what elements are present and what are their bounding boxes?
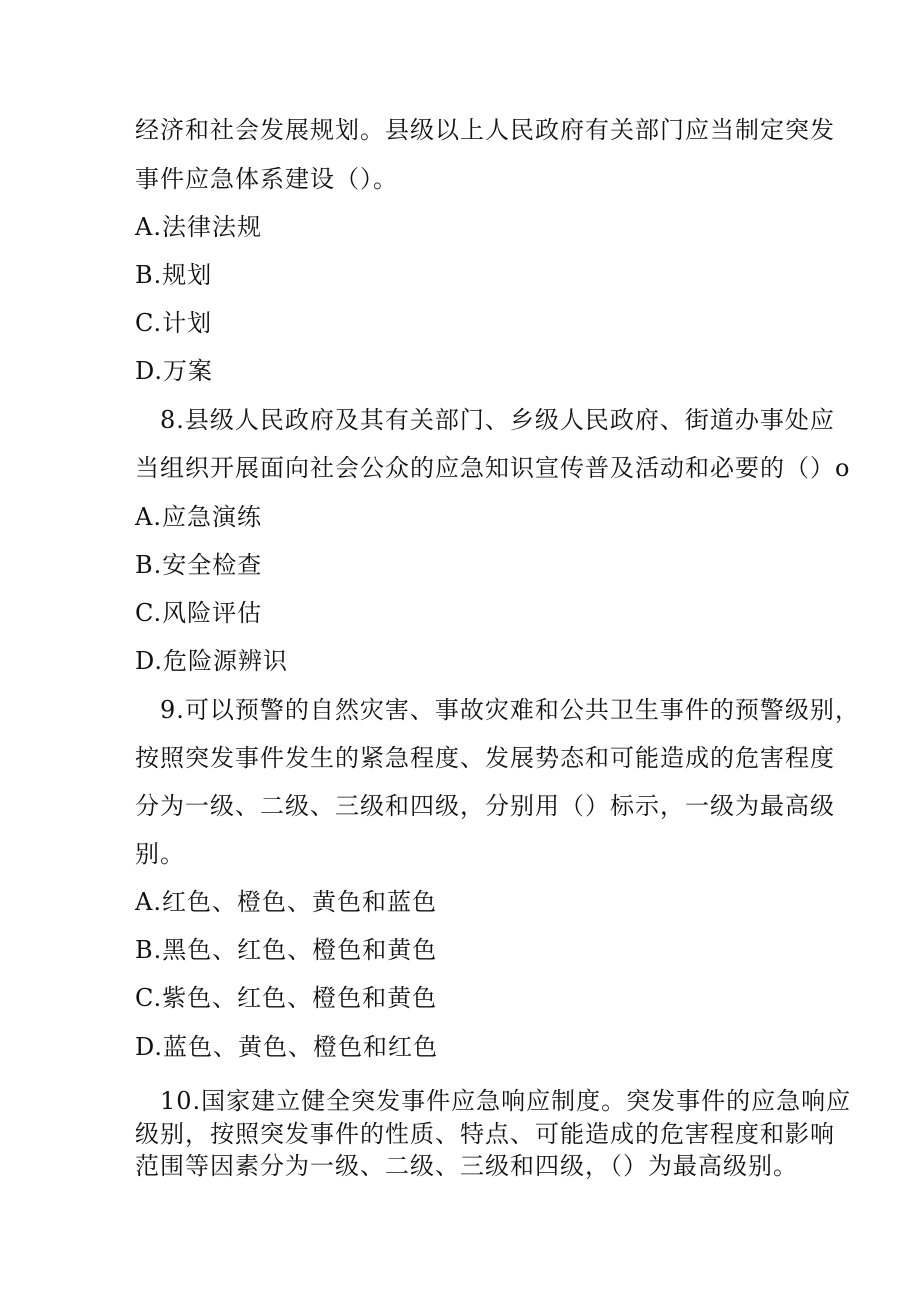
q8-option-c: C.风险评估 [135, 599, 263, 627]
q7-option-a: A.法律法规 [135, 213, 262, 241]
q9-option-c: C.紫色、红色、橙色和黄色 [135, 984, 438, 1012]
q7-option-d: D.万案 [135, 357, 214, 385]
q8-stem-line-1: 8.县级人民政府及其有关部门、乡级人民政府、街道办事处应 [160, 406, 835, 434]
q9-stem-line-3: 分为一级、二级、三级和四级，分别用（）标示，一级为最高级 [135, 792, 835, 820]
q7-option-c: C.计划 [135, 309, 213, 337]
q7-stem-line-1: 经济和社会发展规划。县级以上人民政府有关部门应当制定突发 [135, 116, 835, 144]
q8-stem-line-2: 当组织开展面向社会公众的应急知识宣传普及活动和必要的（）o [135, 454, 851, 482]
q10-stem-line-3: 范围等因素分为一级、二级、三级和四级，（）为最高级别。 [135, 1152, 798, 1180]
q7-stem-line-2: 事件应急体系建设（）。 [135, 165, 398, 193]
q9-stem-line-4: 别。 [135, 840, 185, 868]
q9-option-b: B.黑色、红色、橙色和黄色 [135, 936, 438, 964]
q10-stem-line-2: 级别，按照突发事件的性质、特点、可能造成的危害程度和影响 [135, 1120, 835, 1148]
q9-option-d: D.蓝色、黄色、橙色和红色 [135, 1033, 439, 1061]
q8-option-b: B.安全检查 [135, 551, 263, 579]
q8-option-d: D.危险源辨识 [135, 647, 289, 675]
q9-stem-line-2: 按照突发事件发生的紧急程度、发展势态和可能造成的危害程度 [135, 744, 835, 772]
q8-option-a: A.应急演练 [135, 503, 262, 531]
q7-option-b: B.规划 [135, 261, 213, 289]
q10-stem-line-1: 10.国家建立健全突发事件应急响应制度。突发事件的应急响应 [160, 1087, 852, 1115]
q9-stem-line-1: 9.可以预警的自然灾害、事故灾难和公共卫生事件的预警级别， [160, 696, 860, 724]
q9-option-a: A.红色、橙色、黄色和蓝色 [135, 888, 437, 916]
